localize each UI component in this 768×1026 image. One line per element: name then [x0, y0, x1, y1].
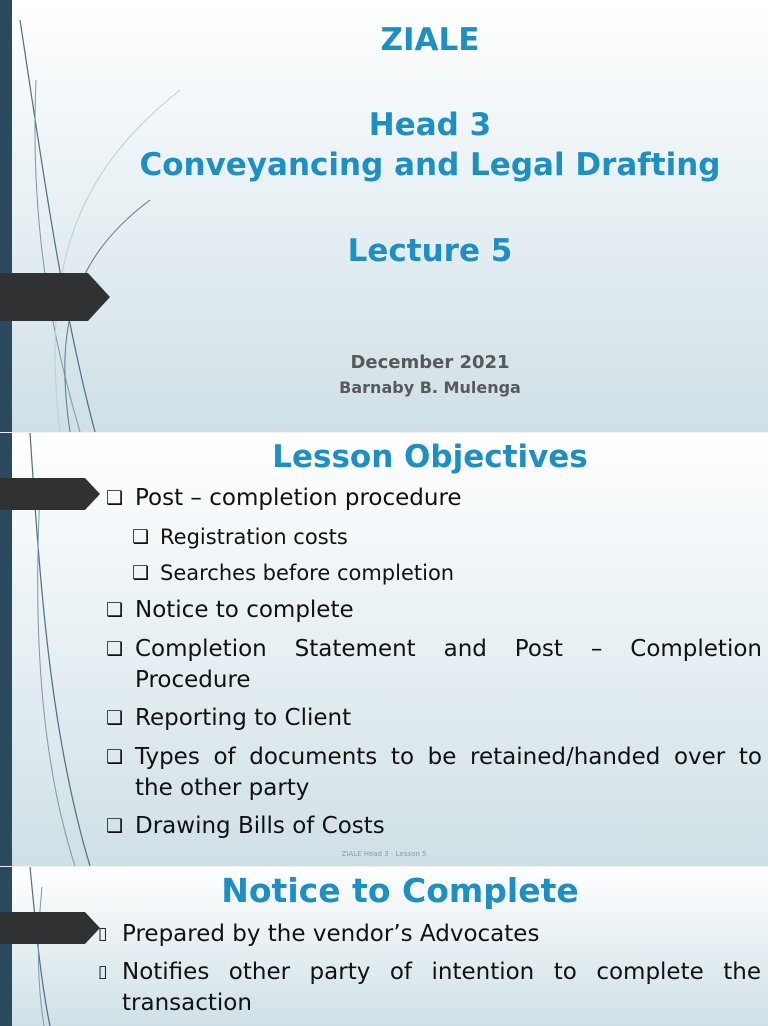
list-item: ❑ Searches before completion — [132, 558, 768, 589]
slide-footer: ZIALE Head 3 - Lesson 5 — [341, 850, 427, 858]
box-bullet-icon: ▯ — [98, 924, 108, 944]
list-item: ❑ Post – completion procedure — [106, 483, 768, 514]
chevron-arrow-shape — [0, 478, 100, 510]
title-slide — [0, 0, 768, 432]
checkbox-bullet-icon: ❑ — [106, 815, 124, 837]
checkbox-bullet-icon: ❑ — [106, 707, 124, 729]
author-text: Barnaby B. Mulenga — [339, 378, 521, 397]
list-item: ▯ Prepared by the vendor’s Advocates — [98, 919, 757, 950]
checkbox-bullet-icon: ❑ — [106, 487, 124, 509]
notice-slide — [0, 866, 768, 1026]
list-item: ❑ Reporting to Client — [106, 703, 762, 734]
checkbox-bullet-icon: ❑ — [132, 562, 150, 584]
head-title: Head 3 — [368, 107, 492, 143]
checkbox-bullet-icon: ❑ — [106, 599, 124, 621]
chevron-arrow-shape — [0, 912, 100, 944]
list-item: ❑ Drawing Bills of Costs — [106, 811, 762, 842]
list-item: ❑ Completion Statement and Post – Completion Procedure — [106, 636, 762, 693]
chevron-arrow-shape — [0, 273, 110, 321]
lecture-title: Lecture 5 — [347, 233, 513, 269]
checkbox-bullet-icon: ❑ — [106, 746, 124, 768]
list-item: ❑ Types of documents to be retained/handed over to the other party — [106, 744, 762, 801]
left-accent-bar — [0, 0, 12, 432]
list-item: ❑ Registration costs — [132, 522, 768, 553]
objectives-title: Lesson Objectives — [272, 439, 588, 475]
date-text: December 2021 — [350, 352, 510, 373]
checkbox-bullet-icon: ❑ — [106, 638, 124, 660]
list-item: ❑ Notice to complete — [106, 595, 762, 626]
box-bullet-icon: ▯ — [98, 962, 108, 982]
course-title: Conveyancing and Legal Drafting — [139, 147, 721, 183]
org-title: ZIALE — [380, 22, 480, 58]
checkbox-bullet-icon: ❑ — [132, 526, 150, 548]
objectives-slide — [0, 432, 768, 866]
notice-title: Notice to Complete — [221, 871, 579, 910]
left-accent-bar — [0, 867, 12, 1026]
list-item: ▯ Notifies other party of intention to complete the transaction — [98, 959, 761, 1016]
